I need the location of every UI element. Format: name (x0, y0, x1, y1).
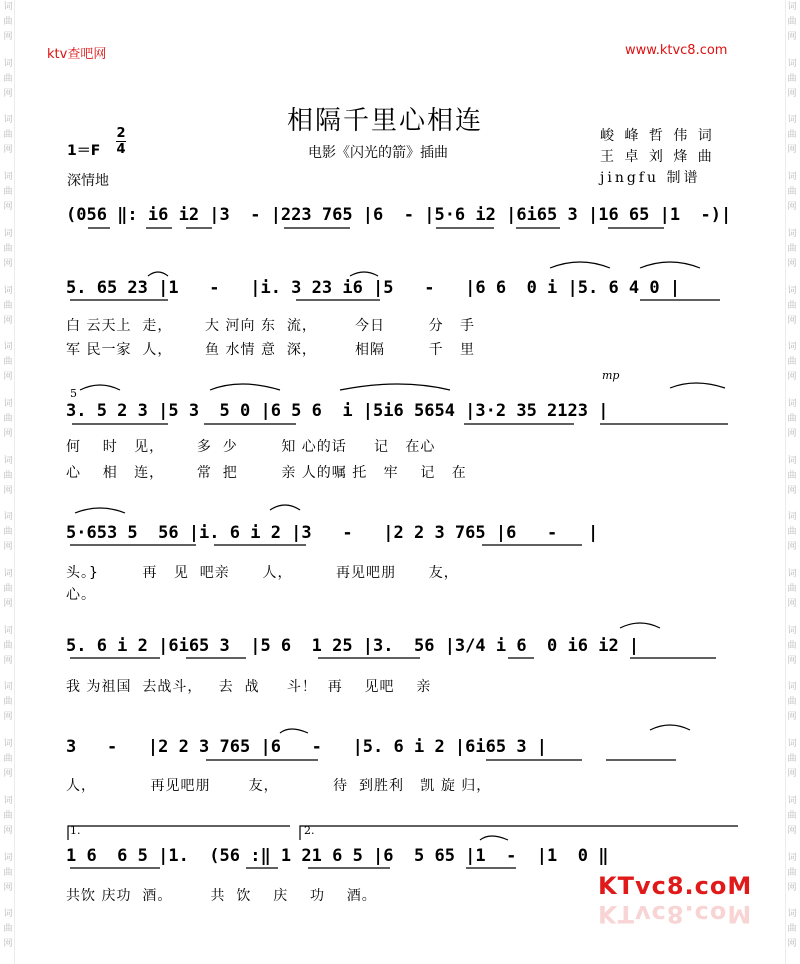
notation-row-7: 1 6 6 5 |1. (56 :‖ 1 21 6 5 |6 5 65 |1 - |1 0 ‖ (66, 846, 609, 866)
watermark-char: 曲 (787, 130, 797, 141)
watermark-char: 词 (3, 625, 13, 636)
watermark-char: 网 (3, 315, 13, 326)
volta-bracket-first (68, 826, 290, 840)
grace-note: 5 (70, 387, 77, 400)
watermark-char: 词 (787, 172, 797, 183)
watermark-char: 曲 (3, 17, 13, 27)
watermark-char: 网 (3, 939, 13, 950)
watermark-char: 词 (787, 795, 797, 806)
watermark-char: 曲 (787, 810, 797, 821)
watermark-char: 曲 (3, 527, 13, 538)
notation-row-3: 3. 5 2 3 |5 3 5 0 |6 5 6 i |5i6 5654 |3·2 35 2123 | (66, 401, 609, 421)
key-signature: 1＝F (67, 143, 101, 159)
watermark-char: 网 (787, 655, 797, 666)
watermark-char: 网 (3, 32, 13, 42)
watermark-char: 曲 (787, 697, 797, 708)
watermark-char: 曲 (3, 754, 13, 765)
watermark-char: 曲 (3, 924, 13, 935)
site-name-header[interactable]: ktv查吧网 (47, 47, 107, 62)
watermark-char: 曲 (787, 73, 797, 84)
watermark-char: 曲 (787, 867, 797, 878)
watermark-char: 词 (3, 115, 13, 126)
watermark-strip-left (2, 0, 15, 964)
watermark-char: 网 (3, 428, 13, 439)
site-logo[interactable]: KTvc8.coM (598, 872, 753, 900)
watermark-char: 曲 (3, 130, 13, 141)
watermark-char: 网 (3, 88, 13, 99)
tie (75, 508, 125, 513)
tie (340, 384, 450, 390)
watermark-char: 曲 (3, 640, 13, 651)
tempo-marking: 深情地 (67, 173, 109, 189)
watermark-char: 词 (3, 909, 13, 920)
watermark-char: 网 (3, 769, 13, 780)
watermark-char: 词 (3, 2, 13, 12)
watermark-char: 词 (787, 285, 797, 296)
watermark-char: 网 (787, 315, 797, 326)
lyric-row-3-verse-2: 心 相 连， 常 把 亲 人的嘱 托 牢 记 在 (66, 465, 467, 481)
watermark-char: 网 (787, 258, 797, 269)
watermark-char: 曲 (3, 413, 13, 424)
watermark-char: 曲 (787, 17, 797, 27)
watermark-char: 网 (3, 485, 13, 496)
lyric-row-3-verse-1: 何 时 见， 多 少 知 心的话 记 在心 (66, 439, 436, 455)
watermark-char: 曲 (3, 243, 13, 254)
tie (670, 383, 725, 388)
watermark-char: 网 (787, 712, 797, 723)
watermark-char: 词 (787, 625, 797, 636)
watermark-char: 词 (3, 285, 13, 296)
notation-row-2: 5. 65 23 |1 - |i. 3 23 i6 |5 - |6 6 0 i |5. 6 4 0 | (66, 278, 681, 298)
watermark-char: 曲 (787, 413, 797, 424)
watermark-char: 曲 (3, 300, 13, 311)
watermark-strip-right (785, 0, 798, 964)
watermark-char: 网 (3, 882, 13, 893)
volta-bracket-second (300, 826, 738, 840)
watermark-char: 词 (3, 398, 13, 409)
watermark-char: 网 (787, 145, 797, 156)
notation-row-1: (056 ‖: i6 i2 |3 - |223 765 |6 - |5·6 i2 |6i65 3 |16 65 |1 -)| (66, 205, 732, 225)
watermark-char: 曲 (787, 584, 797, 595)
watermark-char: 网 (787, 882, 797, 893)
watermark-char: 网 (3, 202, 13, 213)
volta-first-label: 1. (70, 824, 81, 837)
lyric-row-5: 我 为祖国 去战斗， 去 战 斗！ 再 见吧 亲 (66, 679, 432, 695)
watermark-char: 曲 (3, 470, 13, 481)
watermark-char: 曲 (3, 187, 13, 198)
watermark-char: 曲 (787, 243, 797, 254)
watermark-char: 网 (787, 32, 797, 42)
watermark-char: 词 (3, 739, 13, 750)
watermark-char: 曲 (3, 810, 13, 821)
watermark-char: 词 (787, 569, 797, 580)
tie (620, 623, 660, 628)
watermark-char: 曲 (787, 300, 797, 311)
watermark-char: 网 (787, 939, 797, 950)
watermark-char: 网 (787, 372, 797, 383)
time-signature-bottom: 4 (116, 142, 126, 157)
time-signature-top: 2 (116, 126, 126, 141)
dynamic-marking: mp (602, 369, 620, 382)
lyricist-credit: 峻 峰 哲 伟 词 (600, 128, 715, 144)
tie (80, 385, 120, 390)
watermark-char: 词 (3, 512, 13, 523)
watermark-char: 网 (787, 88, 797, 99)
watermark-char: 网 (3, 825, 13, 836)
watermark-char: 网 (3, 372, 13, 383)
watermark-char: 网 (3, 542, 13, 553)
watermark-char: 词 (787, 682, 797, 693)
watermark-char: 词 (787, 852, 797, 863)
credits (600, 126, 715, 189)
volta-second-label: 2. (304, 824, 315, 837)
watermark-char: 曲 (3, 357, 13, 368)
tie (148, 272, 168, 276)
watermark-char: 网 (787, 542, 797, 553)
watermark-char: 词 (787, 342, 797, 353)
tie (270, 505, 300, 510)
watermark-char: 网 (787, 769, 797, 780)
lyric-row-2-verse-2: 军 民一家 人， 鱼 水情 意 深， 相隔 千 里 (66, 342, 475, 358)
watermark-char: 曲 (787, 640, 797, 651)
watermark-char: 网 (3, 258, 13, 269)
watermark-char: 曲 (787, 470, 797, 481)
watermark-char: 词 (3, 682, 13, 693)
watermark-char: 词 (787, 228, 797, 239)
tie (210, 384, 280, 390)
watermark-char: 词 (787, 398, 797, 409)
tie (650, 725, 690, 730)
watermark-char: 词 (787, 455, 797, 466)
lyric-row-4-verse-1: 头。} 再 见 吧亲 人， 再见吧朋 友， (66, 565, 459, 581)
tie (350, 272, 378, 276)
tie (280, 729, 308, 733)
watermark-char: 曲 (3, 584, 13, 595)
arranger-credit: jingfu 制谱 (600, 170, 701, 186)
notation-row-4: 5·653 5 56 |i. 6 i 2 |3 - |2 2 3 765 |6 - | (66, 523, 599, 543)
song-title: 相隔千里心相连 (287, 106, 484, 136)
watermark-char: 网 (3, 599, 13, 610)
site-logo-reflection: KTvc8.coM (598, 900, 753, 928)
watermark-char: 词 (787, 909, 797, 920)
tie (480, 836, 508, 840)
tie (550, 262, 610, 268)
watermark-char: 词 (787, 2, 797, 12)
watermark-char: 词 (787, 739, 797, 750)
watermark-char: 词 (3, 58, 13, 69)
lyric-row-2-verse-1: 白 云天上 走， 大 河向 东 流， 今日 分 手 (66, 318, 475, 334)
notation-row-6: 3 - |2 2 3 765 |6 - |5. 6 i 2 |6i65 3 | (66, 737, 548, 757)
notation-row-5: 5. 6 i 2 |6i65 3 |5 6 1 25 |3. 56 |3/4 i 6 0 i6 i2 | (66, 636, 640, 656)
watermark-char: 词 (787, 58, 797, 69)
watermark-char: 曲 (787, 924, 797, 935)
watermark-char: 曲 (787, 754, 797, 765)
watermark-char: 网 (787, 485, 797, 496)
song-subtitle: 电影《闪光的箭》插曲 (308, 145, 448, 161)
watermark-char: 曲 (3, 867, 13, 878)
tie (640, 262, 700, 268)
site-url-header[interactable]: www.ktvc8.com (625, 43, 728, 58)
watermark-char: 曲 (3, 697, 13, 708)
watermark-char: 曲 (3, 73, 13, 84)
watermark-char: 词 (787, 512, 797, 523)
composer-credit: 王 卓 刘 烽 曲 (600, 149, 715, 165)
watermark-char: 网 (787, 428, 797, 439)
watermark-char: 网 (3, 712, 13, 723)
time-signature (116, 126, 126, 157)
watermark-char: 网 (3, 655, 13, 666)
watermark-char: 词 (3, 342, 13, 353)
watermark-char: 词 (3, 795, 13, 806)
watermark-char: 曲 (787, 357, 797, 368)
watermark-char: 曲 (787, 527, 797, 538)
lyric-row-4-verse-2: 心。 (66, 587, 96, 603)
watermark-char: 词 (3, 455, 13, 466)
watermark-char: 网 (787, 202, 797, 213)
watermark-char: 词 (3, 569, 13, 580)
watermark-char: 词 (3, 228, 13, 239)
lyric-row-7: 共饮 庆功 酒。 共 饮 庆 功 酒。 (66, 888, 377, 904)
watermark-char: 词 (3, 852, 13, 863)
watermark-char: 网 (3, 145, 13, 156)
watermark-char: 网 (787, 825, 797, 836)
watermark-char: 网 (787, 599, 797, 610)
lyric-row-6: 人， 再见吧朋 友， 待 到胜利 凯 旋 归， (66, 778, 492, 794)
watermark-char: 曲 (787, 187, 797, 198)
watermark-char: 词 (787, 115, 797, 126)
watermark-char: 词 (3, 172, 13, 183)
